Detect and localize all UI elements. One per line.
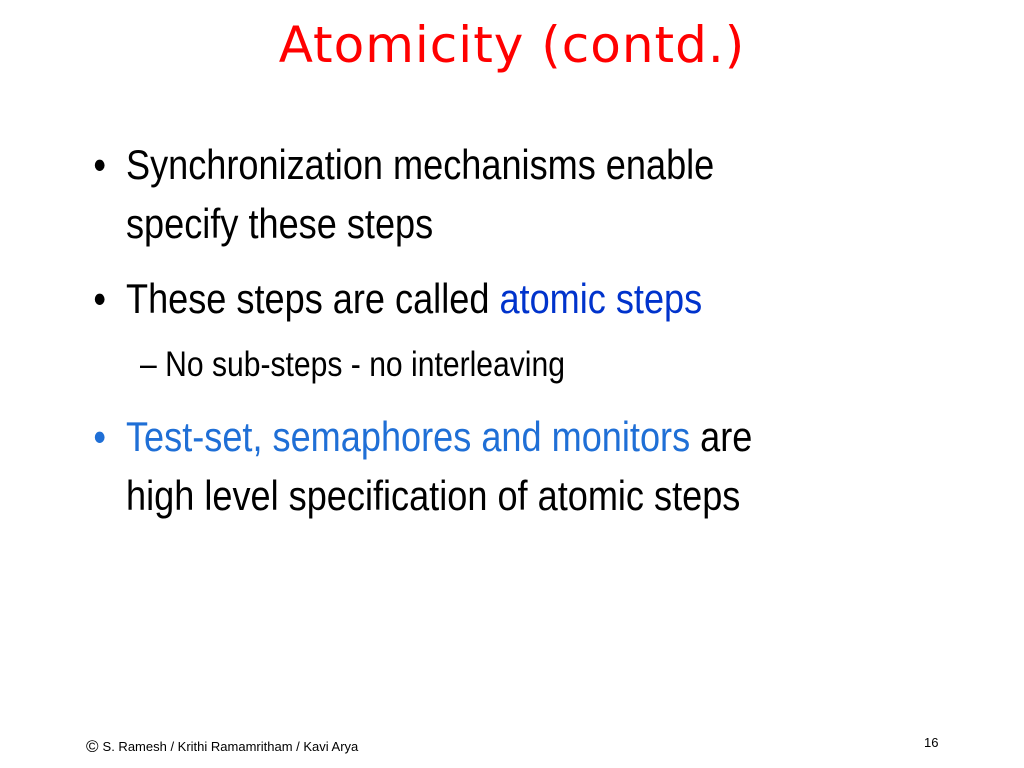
highlight-test-set: Test-set, semaphores and monitors — [126, 413, 691, 460]
bullet-marker: • — [93, 275, 106, 322]
slide-title: Atomicity (contd.) — [278, 16, 746, 74]
highlight-atomic-steps: atomic steps — [499, 275, 703, 322]
bullet-text-line: Synchronization mechanisms enable — [126, 141, 715, 188]
bullet-text-line: high level specification of atomic steps — [126, 471, 741, 519]
sub-bullet-no-interleaving: – No sub-steps - no interleaving — [140, 345, 565, 384]
bullet-marker: • — [93, 141, 106, 188]
bullet-text: are — [690, 413, 753, 460]
bullet-synchronization — [93, 136, 715, 254]
copyright-icon: © — [86, 737, 99, 756]
footer-authors: S. Ramesh / Krithi Ramamritham / Kavi Arya — [102, 739, 359, 754]
bullet-text: These steps are called — [126, 275, 500, 322]
footer-credits — [86, 737, 358, 757]
bullet-text-line: specify these steps — [126, 199, 434, 247]
bullet-test-set — [93, 408, 753, 526]
bullet-marker: • — [93, 413, 106, 460]
bullet-atomic-steps — [93, 270, 703, 329]
page-number: 16 — [924, 735, 939, 750]
